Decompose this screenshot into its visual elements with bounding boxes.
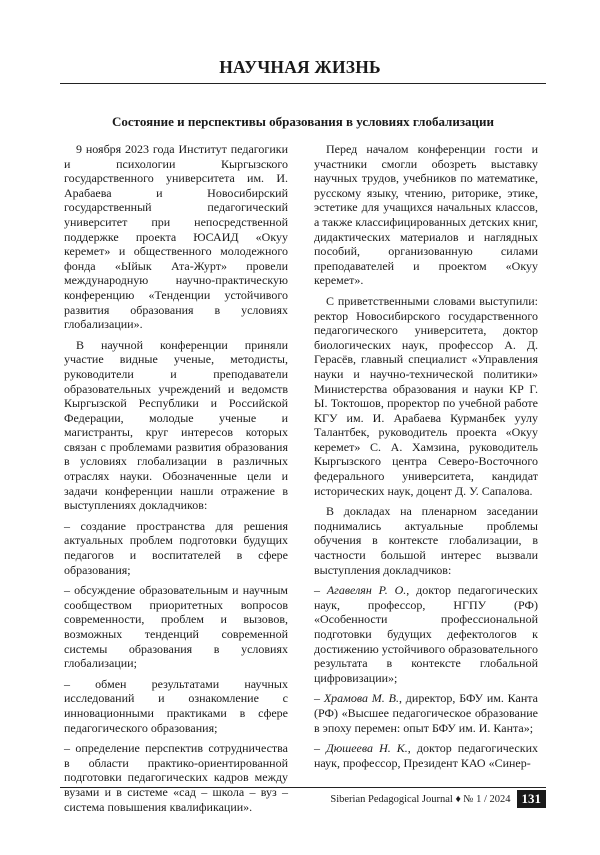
article-title: Состояние и перспективы образования в условиях глобализации <box>111 114 495 129</box>
paragraph-plenary: В докладах на пленарном заседании поднимались актуальные проблемы обучения в контексте глобализации, в частности большой интерес вызвали выступления докладчиков: <box>314 504 538 577</box>
speaker-item: – Агавелян Р. О., доктор педагогических наук, профессор, НГПУ (РФ) «Особенности профессиональной подготовки будущих дефектологов к достижению устойчивого образовательного результата в контексте глобальной цифровизации»; <box>314 583 539 685</box>
paragraph-participants: В научной конференции приняли участие видные ученые, методисты, руководители и преподаватели образовательных учреждений и ведомств Кыргызской Республики и Российской Федерации, молодые ученые и магистранты, круг интересов которых связан с проблемами развития образования в условиях глобализации в различных отраслях науки. Обозначенные цели и задачи конференции нашли отражение в выступлениях докладчиков: <box>64 337 288 513</box>
speaker-item: – Дюшеева Н. К., доктор педагогических наук, профессор, Президент КАО «Синер- <box>314 741 539 770</box>
speaker-name: Агавелян Р. О. <box>326 583 407 598</box>
page-number: 131 <box>517 790 547 808</box>
goal-item: – обмен результатами научных исследований и ознакомление с инновационными практиками в сфере педагогического образования; <box>64 676 288 735</box>
paragraph-welcome: С приветственными словами выступили: ректор Новосибирского государственного педагогического университета, доктор биологических наук, профессор А. Д. Герасёв, главный специалист «Управления науки и научно-технической политики» Министерства образования и науки КР Г. Ы. Токтошов, проректор по учебной работе КГУ им. И. Арабаева Курманбек уулу Талантбек, руководитель проекта «Окуу керемет» С. А. Хамзина, руководитель Кыргызского центра Северо-Восточного федерального университета, кандидат исторических наук, доцент Д. У. Сапалова. <box>314 293 538 498</box>
header-rule <box>60 83 546 84</box>
journal-name: Siberian Pedagogical Journal ♦ № 1 / 2024 <box>330 793 511 805</box>
right-column <box>314 142 538 776</box>
speaker-name: Храмова М. В. <box>323 691 399 706</box>
speaker-item: – Храмова М. В., директор, БФУ им. Канта (РФ) «Высшее педагогическое образование в эпоху перемен: опыт БФУ им. И. Канта»; <box>314 691 538 735</box>
goal-item: – обсуждение образовательным и научным сообществом приоритетных вопросов современности, проблем и вызовов, возможных тенденций современной системы образования в условиях глобализации; <box>64 583 288 671</box>
paragraph-exhibition: Перед началом конференции гости и участники смогли обозреть выставку научных трудов, учебников по математике, русскому языку, чтению, риторике, этике, эстетике для учащихся начальных классов, а также классифицированных детских книг, дидактических материалов и наглядных пособий, организованную силами преподавателей и проектом «Окуу керемет». <box>314 142 538 288</box>
footer-rule <box>60 787 546 788</box>
goal-item: – определение перспектив сотрудничества в области практико-ориентированной подготовки педагогических кадров между вузами и в системе «сад – школа – вуз – система повышения квалификации». <box>64 741 288 814</box>
left-column <box>64 142 288 820</box>
paragraph-intro: 9 ноября 2023 года Институт педагогики и психологии Кыргызского государственного университета им. И. Арабаева и Новосибирский государственный педагогический университет при непосредственной поддержке проекта ЮСАИД «Окуу керемет» и общественного молодежного фонда «Ыйык Ата-Журт» провели международную научно-практическую конференцию «Тенденции устойчивого развития образования в условиях глобализации». <box>64 142 288 332</box>
page-footer <box>330 790 546 808</box>
section-title: НАУЧНАЯ ЖИЗНЬ <box>219 57 381 77</box>
speaker-name: Дюшеева Н. К. <box>326 741 408 756</box>
goal-item: – создание пространства для решения актуальных проблем подготовки будущих педагогов и воспитателей в сфере образования; <box>64 518 288 577</box>
